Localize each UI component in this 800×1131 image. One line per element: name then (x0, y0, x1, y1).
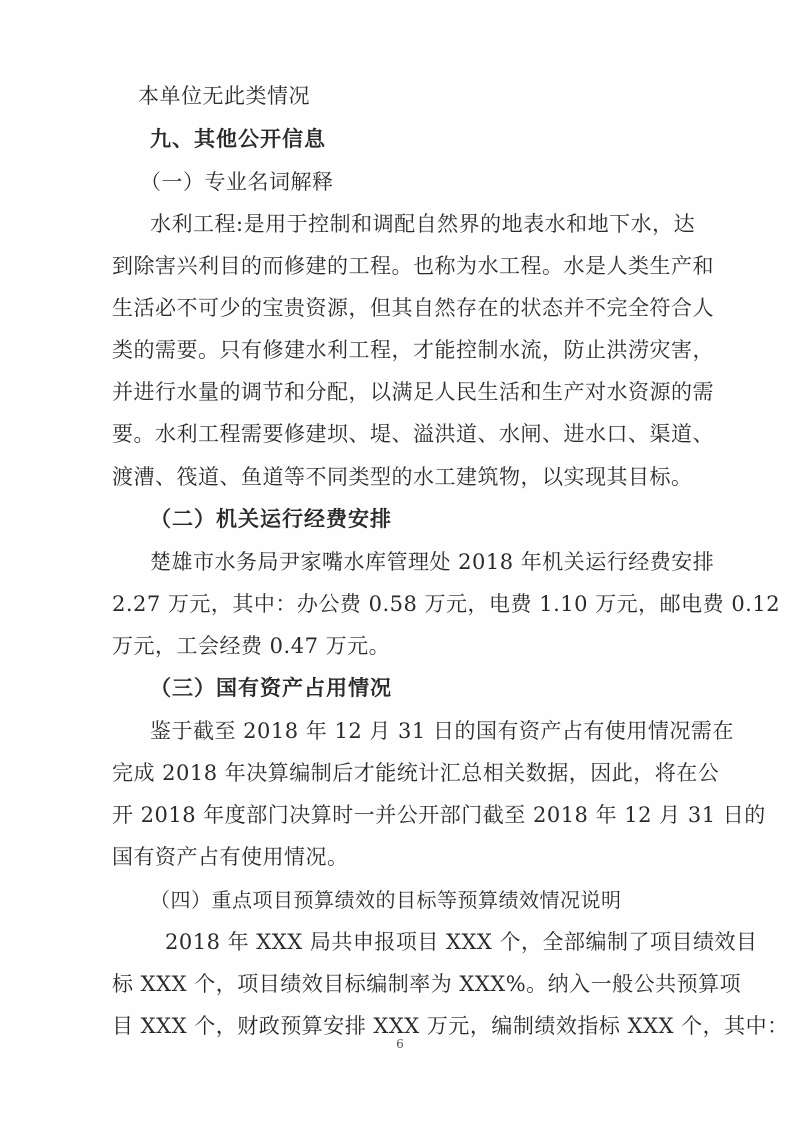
paragraph-line: 开 2018 年度部门决算时一并公开部门截至 2018 年 12 月 31 日的 (112, 803, 766, 827)
page-number: 6 (396, 1037, 404, 1051)
paragraph-line: 并进行水量的调节和分配，以满足人民生活和生产对水资源的需 (112, 380, 714, 404)
paragraph-line: 水利工程:是用于控制和调配自然界的地表水和地下水，达 (150, 212, 696, 236)
paragraph-line: 本单位无此类情况 (138, 84, 310, 108)
paragraph-line: 标 XXX 个，项目绩效目标编制率为 XXX%。纳入一般公共预算项 (112, 972, 742, 996)
paragraph-line: 类的需要。只有修建水利工程，才能控制水流，防止洪涝灾害， (112, 338, 714, 362)
paragraph-line: 2.27 万元，其中：办公费 0.58 万元，电费 1.10 万元，邮电费 0.12 (112, 592, 781, 616)
paragraph-line: 万元，工会经费 0.47 万元。 (112, 634, 391, 658)
paragraph-line: 要。水利工程需要修建坝、堤、溢洪道、水闸、进水口、渠道、 (112, 422, 714, 446)
subsection-heading: （三）国有资产占用情况 (150, 676, 392, 700)
subsection-heading: （一）专业名词解释 (140, 170, 334, 194)
paragraph-line: 2018 年 XXX 局共申报项目 XXX 个，全部编制了项目绩效目 (165, 930, 758, 954)
paragraph-line: 国有资产占有使用情况。 (112, 845, 349, 869)
paragraph-line: 生活必不可少的宝贵资源，但其自然存在的状态并不完全符合人 (112, 296, 714, 320)
paragraph-line: 渡漕、筏道、鱼道等不同类型的水工建筑物，以实现其目标。 (112, 465, 693, 489)
paragraph-line: 完成 2018 年决算编制后才能统计汇总相关数据，因此，将在公 (112, 761, 720, 785)
paragraph-line: 鉴于截至 2018 年 12 月 31 日的国有资产占有使用情况需在 (150, 719, 734, 743)
section-heading: 九、其他公开信息 (150, 127, 326, 151)
paragraph-line: 目 XXX 个，财政预算安排 XXX 万元，编制绩效指标 XXX 个，其中： (112, 1014, 789, 1038)
subsection-heading: （二）机关运行经费安排 (150, 507, 392, 531)
paragraph-line: 到除害兴利目的而修建的工程。也称为水工程。水是人类生产和 (112, 254, 714, 278)
paragraph-line: 楚雄市水务局尹家嘴水库管理处 2018 年机关运行经费安排 (150, 550, 715, 574)
subsection-heading: （四）重点项目预算绩效的目标等预算绩效情况说明 (150, 888, 622, 912)
